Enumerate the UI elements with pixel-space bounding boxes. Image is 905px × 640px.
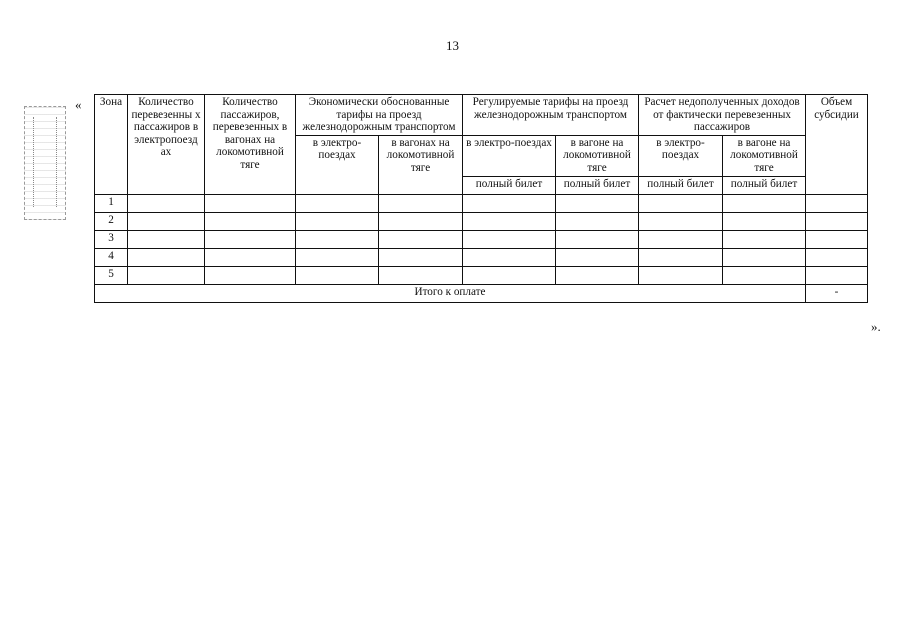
table-cell <box>128 212 205 230</box>
table-cell <box>463 230 556 248</box>
table-row <box>95 230 868 248</box>
table-cell <box>556 230 639 248</box>
full-ticket-label: полный билет <box>556 176 639 194</box>
table-cell <box>128 248 205 266</box>
table-cell <box>556 248 639 266</box>
table-cell <box>128 266 205 284</box>
table-cell <box>639 230 723 248</box>
table-cell <box>205 194 296 212</box>
zone-number: 5 <box>95 266 128 284</box>
table-cell <box>205 212 296 230</box>
table-cell <box>379 248 463 266</box>
table-cell <box>463 194 556 212</box>
zone-number: 3 <box>95 230 128 248</box>
header-subsidy: Объем субсидии <box>806 95 868 195</box>
margin-stamp <box>24 106 66 220</box>
table-row <box>95 266 868 284</box>
table-cell <box>128 230 205 248</box>
zone-number: 1 <box>95 194 128 212</box>
table-cell <box>723 230 806 248</box>
econ-electric-header: в электро-поездах <box>296 135 379 194</box>
table-cell <box>379 194 463 212</box>
calc-electric-header: в электро-поездах <box>639 135 723 176</box>
table-cell <box>723 212 806 230</box>
table-row <box>95 212 868 230</box>
total-row <box>95 284 868 302</box>
table-cell <box>556 194 639 212</box>
table-cell <box>463 248 556 266</box>
reg-loco-header: в вагоне на локомотивной тяге <box>556 135 639 176</box>
table-cell <box>723 248 806 266</box>
closing-quote: ». <box>871 319 881 334</box>
table-cell <box>556 212 639 230</box>
table-cell <box>806 230 868 248</box>
table-cell <box>296 266 379 284</box>
table-cell <box>723 266 806 284</box>
table-cell <box>556 266 639 284</box>
page-number: 13 <box>446 38 459 53</box>
full-ticket-label: полный билет <box>723 176 806 194</box>
table-cell <box>296 194 379 212</box>
opening-quote: « <box>75 97 82 112</box>
table-cell <box>296 212 379 230</box>
total-label: Итого к оплате <box>95 284 806 302</box>
full-ticket-label: полный билет <box>463 176 556 194</box>
table-cell <box>463 266 556 284</box>
zone-number: 2 <box>95 212 128 230</box>
table-cell <box>639 212 723 230</box>
table-cell <box>806 212 868 230</box>
table-row <box>95 248 868 266</box>
table-cell <box>205 248 296 266</box>
table-cell <box>296 248 379 266</box>
table-cell <box>128 194 205 212</box>
header-regulated-tariffs: Регулируемые тарифы на проезд железнодорожным транспортом <box>463 95 639 136</box>
table-cell <box>723 194 806 212</box>
header-passengers-loco: Количество пассажиров, перевезенных в вагонах на локомотивной тяге <box>205 95 296 195</box>
table-cell <box>806 248 868 266</box>
table-cell <box>379 266 463 284</box>
table-cell <box>639 194 723 212</box>
table-row <box>95 194 868 212</box>
table-cell <box>639 266 723 284</box>
full-ticket-label: полный билет <box>639 176 723 194</box>
header-economic-tariffs: Экономически обоснованные тарифы на проезд железнодорожным транспортом <box>296 95 463 136</box>
table-cell <box>379 230 463 248</box>
reg-electric-header: в электро-поездах <box>463 135 556 176</box>
header-row <box>95 95 868 136</box>
total-value: - <box>806 284 868 302</box>
table-cell <box>463 212 556 230</box>
subsidy-table <box>94 94 868 303</box>
table-cell <box>379 212 463 230</box>
econ-loco-header: в вагонах на локомотивной тяге <box>379 135 463 194</box>
header-zone: Зона <box>95 95 128 195</box>
table-cell <box>806 194 868 212</box>
table-cell <box>205 230 296 248</box>
zone-number: 4 <box>95 248 128 266</box>
table-cell <box>806 266 868 284</box>
table-cell <box>205 266 296 284</box>
table-cell <box>296 230 379 248</box>
table-cell <box>639 248 723 266</box>
header-passengers-electric: Количество перевезенны х пассажиров в электропоезд ах <box>128 95 205 195</box>
header-lost-income: Расчет недополученных доходов от фактически перевезенных пассажиров <box>639 95 806 136</box>
calc-loco-header: в вагоне на локомотивной тяге <box>723 135 806 176</box>
